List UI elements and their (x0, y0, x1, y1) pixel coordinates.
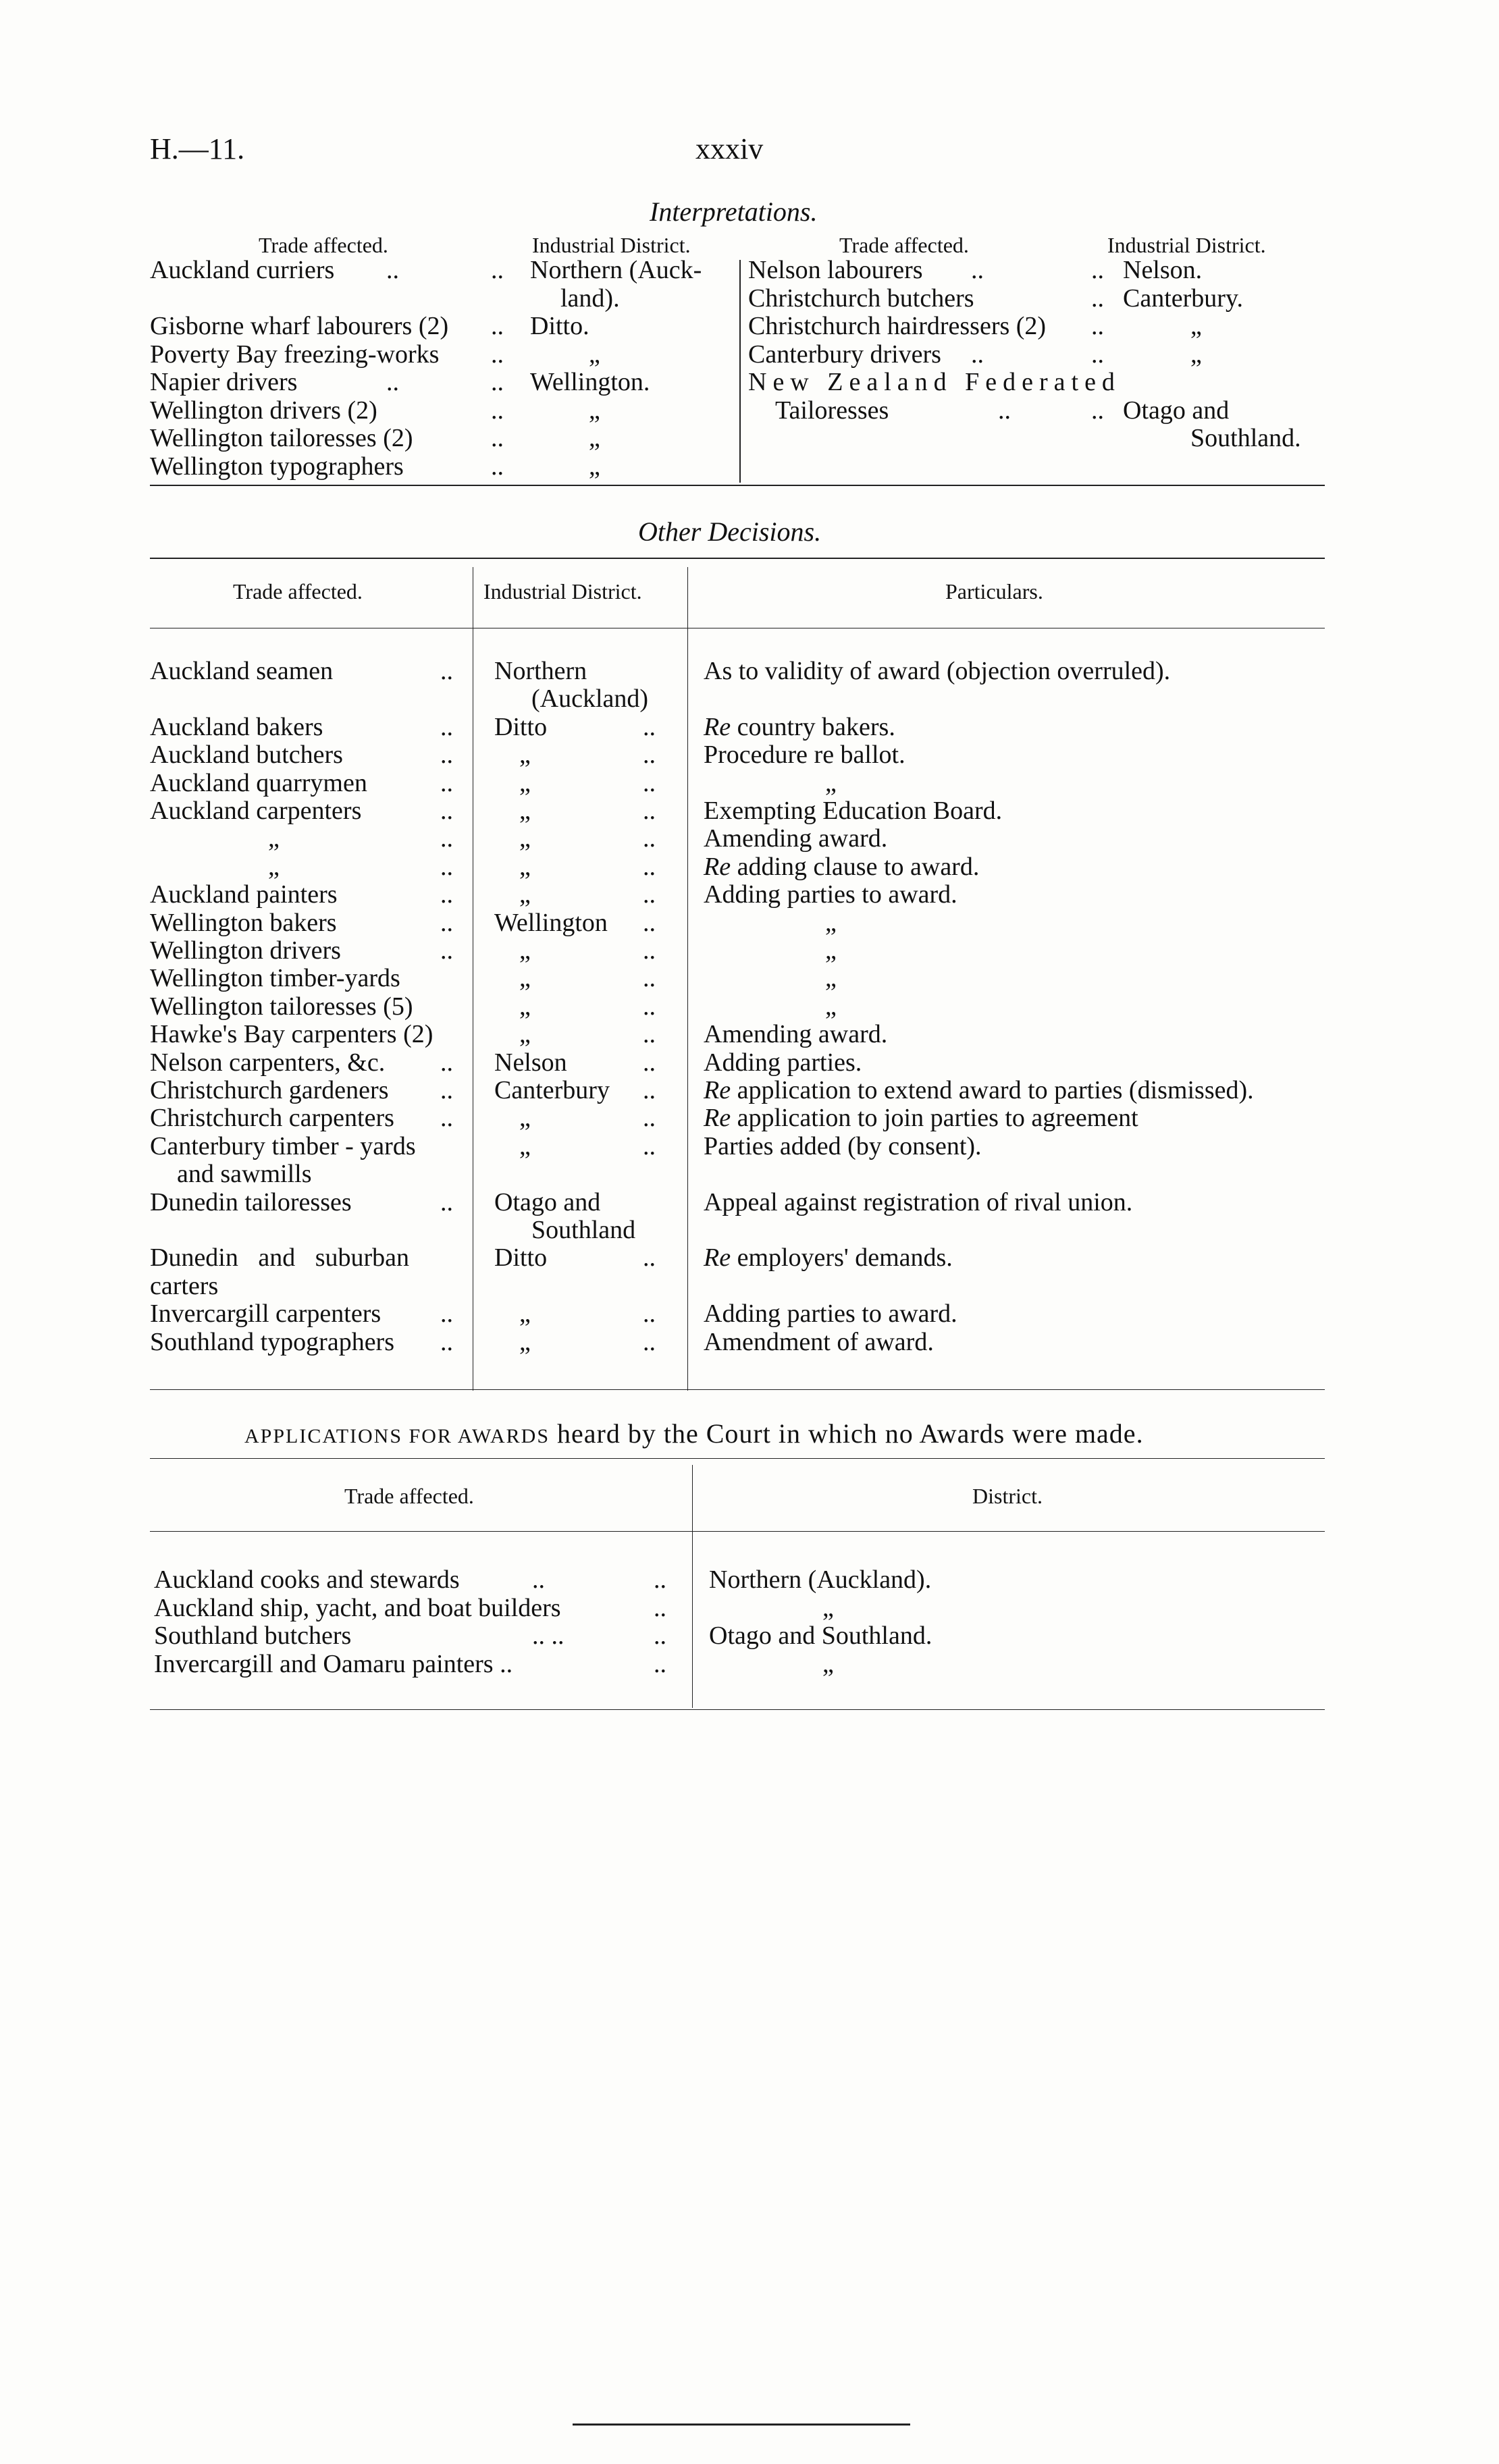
leader-dots: .. (643, 852, 656, 881)
apps-bottom-rule (150, 1709, 1325, 1710)
industrial-district: „ (519, 852, 531, 881)
leader-dots: .. (1091, 256, 1104, 284)
leader-dots: .. (491, 424, 504, 452)
industrial-district: „ (519, 1104, 531, 1133)
industrial-district: „ (519, 768, 531, 797)
particulars (704, 796, 1002, 826)
particulars-text: Appeal against registration of rival union. (704, 1187, 1133, 1216)
trade-name: Wellington bakers (150, 908, 337, 937)
trade-name: Hawke's Bay carpenters (2) (150, 1020, 433, 1049)
particulars-text: „ (825, 936, 837, 965)
trade-name: Poverty Bay freezing-works (150, 340, 440, 369)
industrial-district: Southland. (1190, 424, 1301, 452)
particulars-text: „ (825, 768, 837, 797)
particulars-text: application to join parties to agreement (737, 1104, 1138, 1133)
industrial-district: „ (519, 1131, 531, 1160)
industrial-district: Canterbury. (1123, 284, 1243, 313)
leader-dots: .. (386, 256, 399, 284)
trade-name: Wellington drivers (2) (150, 396, 377, 425)
re-prefix: Re (704, 1104, 737, 1133)
apps-top-rule (150, 1458, 1325, 1459)
leader-dots: .. .. (532, 1622, 564, 1650)
leader-dots: .. (654, 1593, 666, 1622)
trade-name: carters (150, 1271, 219, 1300)
particulars (825, 992, 837, 1021)
particulars (704, 880, 957, 909)
particulars (704, 1103, 1138, 1133)
particulars-text: As to validity of award (objection overruled). (704, 657, 1171, 685)
leader-dots: .. (440, 1327, 453, 1356)
particulars-text: Adding parties to award. (704, 880, 957, 909)
leader-dots: .. (491, 452, 504, 481)
industrial-district: „ (589, 396, 600, 425)
trade-name: Auckland curriers (150, 256, 335, 284)
apps-divider (692, 1465, 693, 1708)
industrial-district: „ (519, 880, 531, 909)
interp-header-trade-left: Trade affected. (259, 233, 388, 257)
re-prefix: Re (704, 1076, 737, 1104)
od-header-district: Industrial District. (483, 579, 642, 604)
leader-dots: .. (643, 1300, 656, 1329)
leader-dots: .. (1091, 312, 1104, 340)
particulars-text: Amending award. (704, 1020, 888, 1049)
od-header-trade: Trade affected. (233, 579, 363, 604)
leader-dots: .. (1091, 284, 1104, 313)
leader-dots: .. (491, 312, 504, 340)
particulars (704, 1243, 953, 1273)
trade-name: Auckland butchers (150, 741, 343, 770)
district: „ (822, 1593, 834, 1622)
leader-dots: .. (643, 1104, 656, 1133)
od-header-particulars: Particulars. (945, 579, 1043, 604)
industrial-district: Ditto. (530, 312, 589, 340)
leader-dots: .. (654, 1622, 666, 1650)
particulars-text: Exempting Education Board. (704, 797, 1003, 825)
leader-dots: .. (654, 1565, 666, 1594)
applications-title (244, 1418, 1144, 1449)
particulars (825, 768, 837, 798)
particulars-text: Amending award. (704, 824, 888, 853)
particulars (704, 712, 895, 742)
industrial-district: Wellington. (530, 368, 650, 396)
particulars (704, 1327, 934, 1357)
leader-dots: .. (491, 368, 504, 396)
leader-dots: .. (643, 741, 656, 770)
leader-dots: .. (643, 712, 656, 741)
leader-dots: .. (643, 768, 656, 797)
particulars (825, 936, 837, 965)
district: Northern (Auckland). (709, 1565, 932, 1594)
industrial-district: Nelson (494, 1048, 567, 1077)
particulars-text: employers' demands. (737, 1243, 953, 1273)
particulars (704, 1187, 1132, 1217)
particulars (704, 1131, 982, 1161)
leader-dots: .. (440, 657, 453, 685)
industrial-district: „ (519, 936, 531, 965)
leader-dots: .. (440, 908, 453, 937)
leader-dots: .. (1091, 396, 1104, 425)
industrial-district: Ditto (494, 1243, 548, 1273)
leader-dots: .. (643, 964, 656, 993)
particulars-text: Parties added (by consent). (704, 1131, 982, 1160)
trade-name: Wellington typographers (150, 452, 404, 481)
leader-dots: .. (998, 396, 1011, 425)
trade-name: „ (268, 852, 280, 881)
leader-dots: .. (440, 1187, 453, 1216)
leader-dots: .. (643, 1327, 656, 1356)
particulars (825, 963, 837, 993)
re-prefix: Re (704, 1243, 737, 1273)
leader-dots: .. (971, 340, 984, 369)
trade-name: Wellington timber-yards (150, 964, 400, 993)
leader-dots: .. (440, 1076, 453, 1104)
trade-name: Christchurch butchers (748, 284, 974, 313)
trade-name: Nelson labourers (748, 256, 923, 284)
trade-name: Nelson carpenters, &c. (150, 1048, 386, 1077)
particulars-text: Adding parties. (704, 1048, 862, 1077)
leader-dots: .. (491, 340, 504, 369)
leader-dots: .. (643, 1131, 656, 1160)
apps-header-trade: Trade affected. (344, 1484, 474, 1508)
trade-name: Southland butchers (154, 1622, 352, 1650)
leader-dots: .. (440, 741, 453, 770)
leader-dots: .. (440, 797, 453, 825)
leader-dots: .. (532, 1565, 545, 1594)
particulars-text: „ (825, 964, 837, 993)
district: Otago and Southland. (709, 1622, 932, 1650)
leader-dots: .. (440, 1300, 453, 1329)
particulars (704, 1048, 862, 1077)
industrial-district: „ (589, 424, 600, 452)
trade-name: and sawmills (177, 1160, 312, 1189)
trade-name: Auckland carpenters (150, 797, 362, 825)
trade-name: Dunedin and suburban (150, 1243, 410, 1273)
interpretations-title: Interpretations. (650, 196, 818, 227)
particulars (825, 908, 837, 938)
trade-name: Tailoresses (775, 396, 889, 425)
applications-title-rest: heard by the Court in which no Awards were made. (557, 1418, 1144, 1449)
particulars-text: „ (825, 992, 837, 1021)
page-reference: H.—11. (150, 132, 245, 165)
leader-dots: .. (971, 256, 984, 284)
trade-name: Wellington tailoresses (2) (150, 424, 413, 452)
particulars (704, 1019, 887, 1049)
industrial-district: Northern (494, 657, 587, 685)
trade-name: Wellington drivers (150, 936, 341, 965)
od-divider-2 (687, 567, 688, 1391)
leader-dots: .. (643, 1243, 656, 1273)
industrial-district: „ (519, 992, 531, 1021)
leader-dots: .. (386, 368, 399, 396)
trade-name: Canterbury drivers (748, 340, 941, 369)
particulars-text: adding clause to award. (737, 852, 980, 881)
leader-dots: .. (440, 852, 453, 881)
particulars-text: Procedure re ballot. (704, 741, 905, 770)
leader-dots: .. (643, 824, 656, 853)
od-top-rule (150, 558, 1325, 559)
trade-name: New Zealand Federated (748, 368, 1121, 396)
industrial-district: Ditto (494, 712, 548, 741)
leader-dots: .. (643, 908, 656, 937)
particulars-text: application to extend award to parties (dismissed). (737, 1076, 1254, 1104)
leader-dots: .. (643, 797, 656, 825)
trade-name: Auckland quarrymen (150, 768, 367, 797)
leader-dots: .. (491, 396, 504, 425)
industrial-district: „ (519, 824, 531, 853)
industrial-district: „ (1190, 312, 1202, 340)
interp-bottom-rule (150, 485, 1325, 486)
industrial-district: „ (519, 964, 531, 993)
leader-dots: .. (440, 936, 453, 965)
trade-name: Auckland painters (150, 880, 338, 909)
industrial-district: Otago and (1123, 396, 1230, 425)
trade-name: Invercargill and Oamaru painters .. (154, 1649, 513, 1678)
industrial-district: Southland (531, 1216, 636, 1244)
other-decisions-title: Other Decisions. (638, 516, 822, 547)
end-rule (573, 2423, 910, 2426)
apps-header-district: District. (972, 1484, 1043, 1508)
trade-name: Canterbury timber - yards (150, 1131, 416, 1160)
interp-column-divider (739, 260, 741, 483)
trade-name: Auckland ship, yacht, and boat builders (154, 1593, 561, 1622)
leader-dots: .. (440, 768, 453, 797)
particulars-text: „ (825, 908, 837, 937)
leader-dots: .. (654, 1649, 666, 1678)
industrial-district: Otago and (494, 1187, 601, 1216)
trade-name: Auckland bakers (150, 712, 323, 741)
leader-dots: .. (643, 1020, 656, 1049)
particulars (704, 656, 1170, 686)
particulars-text: Amendment of award. (704, 1327, 934, 1356)
particulars (704, 852, 979, 882)
leader-dots: .. (440, 712, 453, 741)
trade-name: „ (268, 824, 280, 853)
interp-header-district-right: Industrial District. (1107, 233, 1266, 257)
re-prefix: Re (704, 852, 737, 881)
leader-dots: .. (643, 936, 656, 965)
leader-dots: .. (440, 824, 453, 853)
trade-name: Christchurch gardeners (150, 1076, 389, 1104)
industrial-district: „ (519, 1020, 531, 1049)
trade-name: Christchurch hairdressers (2) (748, 312, 1047, 340)
leader-dots: .. (440, 880, 453, 909)
od-bottom-rule (150, 1389, 1325, 1390)
industrial-district: „ (519, 741, 531, 770)
interp-header-district-left: Industrial District. (532, 233, 691, 257)
particulars (704, 740, 905, 770)
industrial-district: „ (589, 452, 600, 481)
industrial-district: „ (1190, 340, 1202, 369)
particulars-text: Adding parties to award. (704, 1300, 957, 1329)
industrial-district: „ (519, 1300, 531, 1329)
particulars (704, 1299, 957, 1329)
page-number: xxxiv (695, 132, 764, 165)
industrial-district: (Auckland) (531, 685, 649, 714)
trade-name: Dunedin tailoresses (150, 1187, 352, 1216)
trade-name: Gisborne wharf labourers (2) (150, 312, 449, 340)
re-prefix: Re (704, 712, 737, 741)
industrial-district: „ (519, 797, 531, 825)
district: „ (822, 1649, 834, 1678)
industrial-district: „ (519, 1327, 531, 1356)
leader-dots: .. (440, 1104, 453, 1133)
trade-name: Wellington tailoresses (5) (150, 992, 413, 1021)
industrial-district: Northern (Auck- (530, 256, 702, 284)
leader-dots: .. (1091, 340, 1104, 369)
trade-name: Auckland seamen (150, 657, 334, 685)
particulars (704, 1075, 1254, 1105)
industrial-district: land). (560, 284, 620, 313)
leader-dots: .. (643, 992, 656, 1021)
particulars-text: country bakers. (737, 712, 895, 741)
leader-dots: .. (491, 256, 504, 284)
industrial-district: Nelson. (1123, 256, 1203, 284)
particulars (704, 824, 887, 853)
applications-title-smallcaps: APPLICATIONS FOR AWARDS (244, 1425, 550, 1447)
industrial-district: „ (589, 340, 600, 369)
trade-name: Christchurch carpenters (150, 1104, 394, 1133)
leader-dots: .. (643, 1048, 656, 1077)
trade-name: Napier drivers (150, 368, 298, 396)
trade-name: Invercargill carpenters (150, 1300, 382, 1329)
interp-header-trade-right: Trade affected. (839, 233, 969, 257)
apps-header-rule (150, 1531, 1325, 1532)
leader-dots: .. (643, 880, 656, 909)
industrial-district: Wellington (494, 908, 608, 937)
trade-name: Auckland cooks and stewards (154, 1565, 460, 1594)
leader-dots: .. (643, 1076, 656, 1104)
industrial-district: Canterbury (494, 1076, 610, 1104)
leader-dots: .. (440, 1048, 453, 1077)
trade-name: Southland typographers (150, 1327, 395, 1356)
